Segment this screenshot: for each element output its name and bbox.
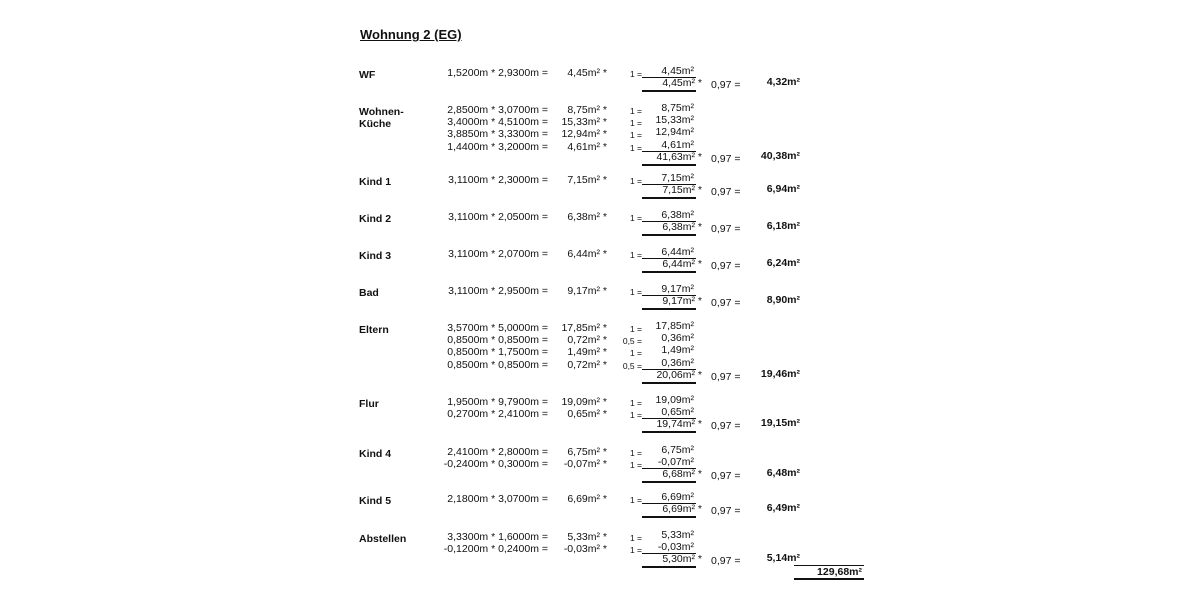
room-label: Abstellen: [359, 533, 407, 545]
area-value: 6,38m² *: [567, 211, 607, 223]
room-label: Kind 4: [359, 448, 392, 460]
multiplier: 0,97 =: [711, 555, 741, 568]
factor-value: 1 =: [629, 410, 642, 421]
area-value: 17,85m² *: [561, 322, 607, 334]
room-label: Flur: [359, 398, 379, 410]
room-sum: 41,63m² *: [656, 150, 702, 163]
dimension-formula: 0,8500m * 1,7500m =: [447, 346, 548, 359]
room-result: 6,94m²: [766, 183, 800, 196]
subtotal-value: 0,36m²: [661, 332, 694, 345]
multiplier: 0,97 =: [711, 186, 741, 199]
grand-total: 129,68m²: [817, 566, 862, 578]
factor-value: 1 =: [629, 448, 642, 458]
area-value: 9,17m² *: [567, 285, 607, 297]
subtotal-value: 7,15m²: [661, 172, 694, 184]
dimension-formula: 3,4000m * 4,5100m =: [447, 116, 548, 129]
dimension-formula: 1,9500m * 9,7900m =: [447, 396, 548, 408]
area-value: 0,72m² *: [567, 334, 607, 347]
multiplier: 0,97 =: [711, 223, 741, 236]
dimension-formula: 0,8500m * 0,8500m =: [447, 334, 548, 347]
room-sum-double-underline: [642, 197, 696, 199]
room-sum-double-underline: [642, 271, 696, 273]
dimension-formula: 2,1800m * 3,0700m =: [447, 493, 548, 505]
room-sum: 6,69m² *: [662, 503, 702, 516]
subtotal-value: 6,69m²: [661, 491, 694, 503]
factor-value: 1 =: [629, 176, 642, 186]
room-result: 4,32m²: [766, 76, 800, 89]
factor-value: 1 =: [629, 460, 642, 471]
multiplier: 0,97 =: [711, 370, 741, 383]
factor-value: 1 =: [629, 533, 642, 543]
room-result: 6,24m²: [766, 257, 800, 270]
dimension-formula: 3,3300m * 1,6000m =: [447, 531, 548, 543]
subtotal-value: 4,45m²: [661, 65, 694, 77]
subtotal-value: 4,61m²: [661, 138, 694, 151]
area-value: 12,94m² *: [561, 128, 607, 141]
room-sum-double-underline: [642, 164, 696, 166]
dimension-formula: 3,1100m * 2,0500m =: [448, 211, 548, 223]
area-value: 4,45m² *: [567, 67, 607, 79]
dimension-formula: -0,1200m * 0,2400m =: [443, 543, 548, 556]
subtotal-value: 15,33m²: [655, 114, 694, 127]
multiplier: 0,97 =: [711, 260, 741, 273]
room-result: 5,14m²: [766, 552, 800, 565]
dimension-formula: 3,1100m * 2,9500m =: [448, 285, 548, 297]
dimension-formula: 3,5700m * 5,0000m =: [447, 322, 548, 334]
dimension-formula: 1,5200m * 2,9300m =: [447, 67, 548, 79]
subtotal-value: 8,75m²: [661, 102, 694, 114]
room-sum-double-underline: [642, 382, 696, 384]
room-sum: 20,06m² *: [656, 368, 702, 381]
factor-value: 1 =: [629, 250, 642, 260]
factor-value: 1 =: [629, 287, 642, 297]
room-result: 19,46m²: [760, 367, 800, 380]
room-sum: 7,15m² *: [662, 184, 702, 197]
room-label: Bad: [359, 287, 379, 299]
page-title: Wohnung 2 (EG): [360, 27, 462, 42]
room-result: 8,90m²: [766, 294, 800, 307]
factor-value: 1 =: [629, 69, 642, 79]
room-result: 6,49m²: [766, 502, 800, 515]
dimension-formula: -0,2400m * 0,3000m =: [443, 458, 548, 471]
room-label: Wohnen- Küche: [359, 106, 404, 130]
dimension-formula: 2,4100m * 2,8000m =: [447, 446, 548, 458]
subtotal-value: 9,17m²: [661, 283, 694, 295]
factor-value: 1 =: [629, 324, 642, 334]
subtotal-value: 0,65m²: [661, 406, 694, 419]
area-value: 0,65m² *: [567, 408, 607, 421]
room-sum: 6,38m² *: [662, 221, 702, 234]
area-value: 19,09m² *: [561, 396, 607, 408]
dimension-formula: 0,8500m * 0,8500m =: [447, 358, 548, 371]
dimension-formula: 1,4400m * 3,2000m =: [447, 140, 548, 153]
room-sum: 9,17m² *: [662, 295, 702, 308]
room-sum-double-underline: [642, 308, 696, 310]
room-result: 40,38m²: [760, 149, 800, 162]
room-sum-double-underline: [642, 431, 696, 433]
grand-total-double-line: [794, 578, 864, 580]
factor-value: 1 =: [629, 213, 642, 223]
factor-value: 1 =: [629, 106, 642, 116]
dimension-formula: 3,1100m * 2,0700m =: [448, 248, 548, 260]
room-label: WF: [359, 69, 376, 81]
room-result: 6,48m²: [766, 467, 800, 480]
area-value: 4,61m² *: [567, 140, 607, 153]
dimension-formula: 3,1100m * 2,3000m =: [448, 174, 548, 186]
subtotal-value: 0,36m²: [661, 356, 694, 369]
subtotal-value: 5,33m²: [661, 529, 694, 541]
factor-value: 1 =: [629, 130, 642, 141]
room-label: Eltern: [359, 324, 389, 336]
area-value: 6,44m² *: [567, 248, 607, 260]
subtotal-value: 12,94m²: [655, 126, 694, 139]
area-value: 6,75m² *: [567, 446, 607, 458]
room-sum-double-underline: [642, 481, 696, 483]
room-sum: 6,68m² *: [662, 468, 702, 481]
factor-value: 1 =: [629, 545, 642, 556]
factor-value: 0,5 =: [622, 360, 642, 371]
room-label: Kind 3: [359, 250, 392, 262]
area-value: 7,15m² *: [567, 174, 607, 186]
room-result: 6,18m²: [766, 220, 800, 233]
multiplier: 0,97 =: [711, 470, 741, 483]
room-sum: 6,44m² *: [662, 258, 702, 271]
area-value: 1,49m² *: [567, 346, 607, 359]
room-label: Kind 1: [359, 176, 392, 188]
room-sum-double-underline: [642, 234, 696, 236]
room-sum: 19,74m² *: [656, 418, 702, 431]
multiplier: 0,97 =: [711, 420, 741, 433]
room-label: Kind 5: [359, 495, 392, 507]
room-sum: 4,45m² *: [662, 77, 702, 90]
multiplier: 0,97 =: [711, 79, 741, 92]
area-value: 8,75m² *: [567, 104, 607, 116]
area-value: 0,72m² *: [567, 358, 607, 371]
dimension-formula: 0,2700m * 2,4100m =: [447, 408, 548, 421]
subtotal-value: 6,38m²: [661, 209, 694, 221]
factor-value: 1 =: [629, 495, 642, 505]
room-result: 19,15m²: [760, 417, 800, 430]
factor-value: 1 =: [629, 398, 642, 408]
room-sum-double-underline: [642, 90, 696, 92]
subtotal-value: 6,44m²: [661, 246, 694, 258]
room-label: Kind 2: [359, 213, 392, 225]
dimension-formula: 2,8500m * 3,0700m =: [447, 104, 548, 116]
subtotal-value: 17,85m²: [655, 320, 694, 332]
subtotal-value: -0,03m²: [657, 541, 694, 554]
dimension-formula: 3,8850m * 3,3300m =: [447, 128, 548, 141]
multiplier: 0,97 =: [711, 505, 741, 518]
grand-total-line: [794, 565, 864, 566]
factor-value: 1 =: [629, 118, 642, 129]
room-sum-double-underline: [642, 566, 696, 568]
factor-value: 1 =: [629, 142, 642, 153]
subtotal-value: -0,07m²: [657, 456, 694, 469]
subtotal-value: 1,49m²: [661, 344, 694, 357]
room-sum-double-underline: [642, 516, 696, 518]
area-value: 15,33m² *: [561, 116, 607, 129]
factor-value: 1 =: [629, 348, 642, 359]
area-value: -0,07m² *: [563, 458, 607, 471]
area-value: 6,69m² *: [567, 493, 607, 505]
subtotal-value: 6,75m²: [661, 444, 694, 456]
factor-value: 0,5 =: [622, 336, 642, 347]
multiplier: 0,97 =: [711, 297, 741, 310]
subtotal-value: 19,09m²: [655, 394, 694, 406]
area-value: 5,33m² *: [567, 531, 607, 543]
area-value: -0,03m² *: [563, 543, 607, 556]
multiplier: 0,97 =: [711, 152, 741, 165]
room-sum: 5,30m² *: [662, 553, 702, 566]
